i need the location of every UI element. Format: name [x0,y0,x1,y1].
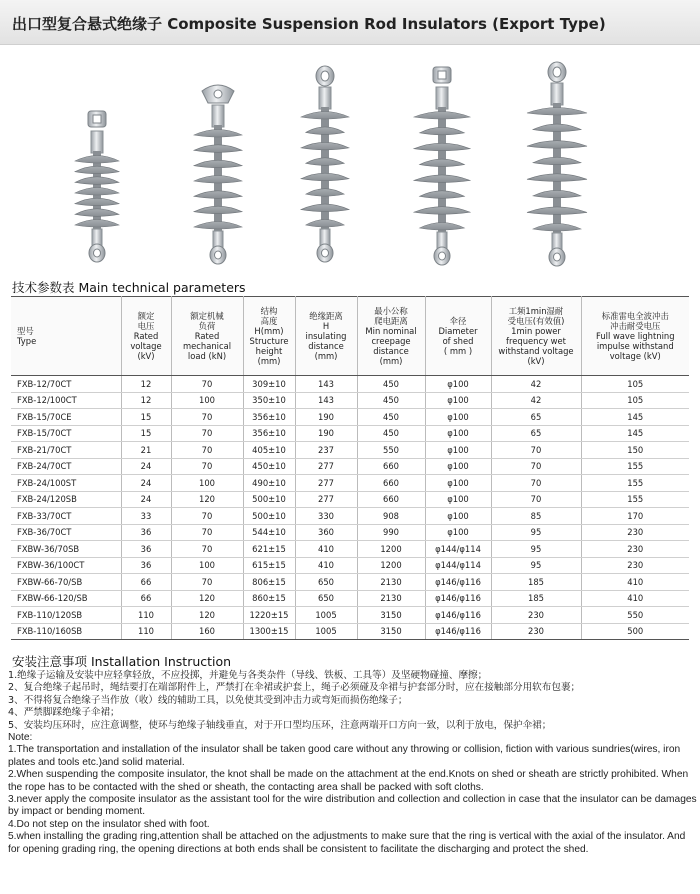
table-cell: 230 [581,557,689,574]
table-row [11,508,689,525]
table-cell: 410 [295,557,357,574]
instruction-item: 1.The transportation and installation of the insulator shall be taken good care without any throwing or collision, fiction with various sundries(wires, iron plates and tools etc.)and solid material. [8,744,681,768]
params-heading: 技术参数表 Main technical parameters [12,280,246,295]
instructions-block [8,670,698,856]
table-cell: 550 [357,442,425,459]
table-cell: 3150 [357,607,425,624]
table-header-row [11,297,689,376]
table-cell: 1200 [357,557,425,574]
table-cell: 70 [491,475,581,492]
table-cell: 990 [357,524,425,541]
instruction-item: 2、复合绝缘子起吊时，绳结要打在端部附件上，严禁打在伞裙或护套上，绳子必须碰及伞裙与护套部分时，应在接触部分用软布包裹； [8,682,581,694]
table-cell: 277 [295,458,357,475]
table-row [11,541,689,558]
table-cell: 145 [581,425,689,442]
table-cell: 66 [121,574,171,591]
table-cell: 42 [491,392,581,409]
table-cell: 33 [121,508,171,525]
table-row [11,574,689,591]
table-cell: 806±15 [243,574,295,591]
table-cell: 277 [295,475,357,492]
table-cell: 36 [121,541,171,558]
table-cell: 660 [357,491,425,508]
table-cell: 110 [121,607,171,624]
column-header: 结构 高度 H(mm) Structure height (mm) [243,297,295,376]
insulator-1 [75,111,119,262]
table-cell: 185 [491,574,581,591]
table-row [11,376,689,393]
table-cell: 450 [357,425,425,442]
table-cell: 66 [121,590,171,607]
table-cell: 230 [581,541,689,558]
table-cell: 450 [357,392,425,409]
table-row [11,458,689,475]
instruction-item: 3、不得将复合绝缘子当作放（收）线的辅助工具，以免使其受到冲击力或弯矩而损伤绝缘子； [8,694,408,706]
table-cell: 356±10 [243,425,295,442]
type-cell: FXBW-66-120/SB [11,590,121,607]
table-cell: 70 [491,491,581,508]
table-cell: 120 [171,491,243,508]
table-cell: 160 [171,623,243,640]
table-cell: 155 [581,491,689,508]
table-row [11,425,689,442]
column-header: 工频1min湿耐 受电压(有效值) 1min power frequency wet withstand voltage (kV) [491,297,581,376]
table-cell: 309±10 [243,376,295,393]
table-cell: 360 [295,524,357,541]
table-cell: 860±15 [243,590,295,607]
table-cell: 660 [357,458,425,475]
type-cell: FXB-33/70CT [11,508,121,525]
table-cell: 1005 [295,607,357,624]
table-cell: 615±15 [243,557,295,574]
insulator-photo-row [0,55,700,270]
table-cell: 230 [581,524,689,541]
type-cell: FXBW-66-70/SB [11,574,121,591]
table-row [11,392,689,409]
table-cell: 155 [581,458,689,475]
table-row [11,475,689,492]
table-cell: 490±10 [243,475,295,492]
table-cell: 1005 [295,623,357,640]
table-cell: 3150 [357,623,425,640]
column-header: 绝缘距离 H insulating distance (mm) [295,297,357,376]
table-cell: 908 [357,508,425,525]
table-cell: 70 [171,524,243,541]
install-heading: 安装注意事项 Installation Instruction [12,654,232,669]
table-cell: φ100 [425,491,491,508]
table-cell: 230 [491,607,581,624]
table-cell: φ100 [425,409,491,426]
table-cell: 95 [491,557,581,574]
table-body [11,376,689,640]
table-cell: 544±10 [243,524,295,541]
table-cell: 1220±15 [243,607,295,624]
table-cell: 405±10 [243,442,295,459]
table-cell: 24 [121,475,171,492]
note-label: Note: [8,732,33,744]
table-cell: φ100 [425,425,491,442]
type-cell: FXBW-36/70SB [11,541,121,558]
table-cell: 65 [491,425,581,442]
table-cell: 410 [581,574,689,591]
table-cell: 70 [171,458,243,475]
table-cell: φ100 [425,458,491,475]
insulator-3 [301,66,349,262]
column-header: 型号 Type [11,297,121,376]
type-cell: FXB-24/70CT [11,458,121,475]
type-cell: FXB-15/70CT [11,425,121,442]
table-cell: 410 [581,590,689,607]
table-cell: φ100 [425,524,491,541]
type-cell: FXB-24/100ST [11,475,121,492]
table-cell: 12 [121,392,171,409]
table-cell: 12 [121,376,171,393]
table-cell: φ146/φ116 [425,590,491,607]
table-cell: 110 [121,623,171,640]
type-cell: FXB-15/70CE [11,409,121,426]
table-cell: 1300±15 [243,623,295,640]
instruction-item: 5、安装均压环时，应注意调整，使环与绝缘子轴线垂直，对于开口型均压环，注意两端开口方向一致，以利于放电，保护伞裙； [8,719,552,731]
instruction-item: 3.never apply the composite insulator as the assistant tool for the wire distribution and collection and collection in case that the insulator can be damages by impact or bending moment. [8,794,697,818]
table-row [11,607,689,624]
table-cell: 237 [295,442,357,459]
table-cell: 660 [357,475,425,492]
table-cell: 100 [171,392,243,409]
table-cell: 70 [171,508,243,525]
table-cell: 120 [171,607,243,624]
table-cell: φ100 [425,392,491,409]
column-header: 伞径 Diameter of shed ( mm ) [425,297,491,376]
table-cell: 42 [491,376,581,393]
table-cell: 143 [295,376,357,393]
table-cell: 95 [491,524,581,541]
table-cell: φ100 [425,508,491,525]
table-cell: 450 [357,409,425,426]
table-cell: 185 [491,590,581,607]
table-cell: 70 [171,442,243,459]
table-cell: 356±10 [243,409,295,426]
table-cell: 70 [171,409,243,426]
table-row [11,442,689,459]
title-band [0,0,700,45]
table-cell: 150 [581,442,689,459]
table-cell: 70 [171,376,243,393]
instruction-item: 5.when installing the grading ring,attention shall be attached on the adjustments to make sure that the ring is vertical with the axial of the insulator. And for opening grading ring, the opening directions at both ends shall be consistent to facilitate the discharging and protect the shed. [8,831,686,855]
table-cell: φ100 [425,376,491,393]
table-cell: 70 [171,574,243,591]
table-cell: 450±10 [243,458,295,475]
table-cell: 95 [491,541,581,558]
insulator-4 [414,67,470,265]
type-cell: FXB-24/120SB [11,491,121,508]
table-cell: 15 [121,409,171,426]
cn-instruction-list [8,670,698,732]
table-cell: 550 [581,607,689,624]
table-cell: 24 [121,458,171,475]
table-cell: 230 [491,623,581,640]
table-cell: 65 [491,409,581,426]
table-cell: φ146/φ116 [425,623,491,640]
table-cell: 350±10 [243,392,295,409]
table-cell: 450 [357,376,425,393]
table-cell: 85 [491,508,581,525]
table-cell: 155 [581,475,689,492]
table-cell: 650 [295,574,357,591]
table-cell: φ146/φ116 [425,607,491,624]
table-cell: 36 [121,524,171,541]
insulator-2 [194,85,242,264]
column-header: 额定机械 负荷 Rated mechanical load (kN) [171,297,243,376]
table-cell: 15 [121,425,171,442]
table-cell: φ146/φ116 [425,574,491,591]
table-cell: φ100 [425,442,491,459]
table-cell: 650 [295,590,357,607]
table-row [11,409,689,426]
insulator-photos [0,55,700,270]
table-cell: 70 [171,541,243,558]
table-cell: 24 [121,491,171,508]
table-cell: φ144/φ114 [425,541,491,558]
table-cell: 105 [581,376,689,393]
table-row [11,590,689,607]
table-cell: 120 [171,590,243,607]
table-cell: 21 [121,442,171,459]
type-cell: FXB-12/100CT [11,392,121,409]
table-cell: 100 [171,475,243,492]
table-cell: 145 [581,409,689,426]
table-row [11,524,689,541]
table-row [11,557,689,574]
table-cell: 170 [581,508,689,525]
table-cell: 100 [171,557,243,574]
table-cell: 277 [295,491,357,508]
type-cell: FXB-110/120SB [11,607,121,624]
table-cell: 70 [491,442,581,459]
type-cell: FXBW-36/100CT [11,557,121,574]
column-header: 额定 电压 Rated voltage (kV) [121,297,171,376]
type-cell: FXB-12/70CT [11,376,121,393]
table-cell: 70 [491,458,581,475]
table-cell: 500 [581,623,689,640]
table-row [11,491,689,508]
table-cell: 70 [171,425,243,442]
table-cell: φ144/φ114 [425,557,491,574]
table-cell: 621±15 [243,541,295,558]
table-cell: 2130 [357,574,425,591]
instruction-item: 1.绝缘子运输及安装中应轻拿轻放，不应投掷，并避免与各类杂件（导线、铁板、工具等）及坚硬物碰撞、摩擦； [8,670,488,681]
table-cell: 105 [581,392,689,409]
type-cell: FXB-21/70CT [11,442,121,459]
table-cell: φ100 [425,475,491,492]
table-cell: 190 [295,409,357,426]
table-cell: 410 [295,541,357,558]
table-cell: 190 [295,425,357,442]
page-title: 出口型复合悬式绝缘子 Composite Suspension Rod Insulators (Export Type) [12,15,606,33]
instruction-item: 2.When suspending the composite insulator, the knot shall be made on the attachment at the end.Knots on shed or sheath are strictly prohibited. When the rope has to be contacted with the shed or sheath, the contacting area shall be packed with soft cloths. [8,769,689,793]
insulator-5 [527,62,587,266]
table-cell: 500±10 [243,491,295,508]
column-header: 最小公称 爬电距离 Min nominal creepage distance (mm) [357,297,425,376]
table-cell: 330 [295,508,357,525]
table-cell: 143 [295,392,357,409]
type-cell: FXB-110/160SB [11,623,121,640]
type-cell: FXB-36/70CT [11,524,121,541]
instruction-item: 4.Do not step on the insulator shed with foot. [8,818,210,830]
table-row [11,623,689,640]
en-instruction-list [8,744,698,856]
column-header: 标准雷电全波冲击 冲击耐受电压 Full wave lightning impulse withstand voltage (kV) [581,297,689,376]
table-cell: 2130 [357,590,425,607]
table-cell: 500±10 [243,508,295,525]
table-cell: 36 [121,557,171,574]
table-cell: 1200 [357,541,425,558]
instruction-item: 4、严禁脚踩绝缘子伞裙； [8,707,120,719]
specs-table [11,296,689,640]
